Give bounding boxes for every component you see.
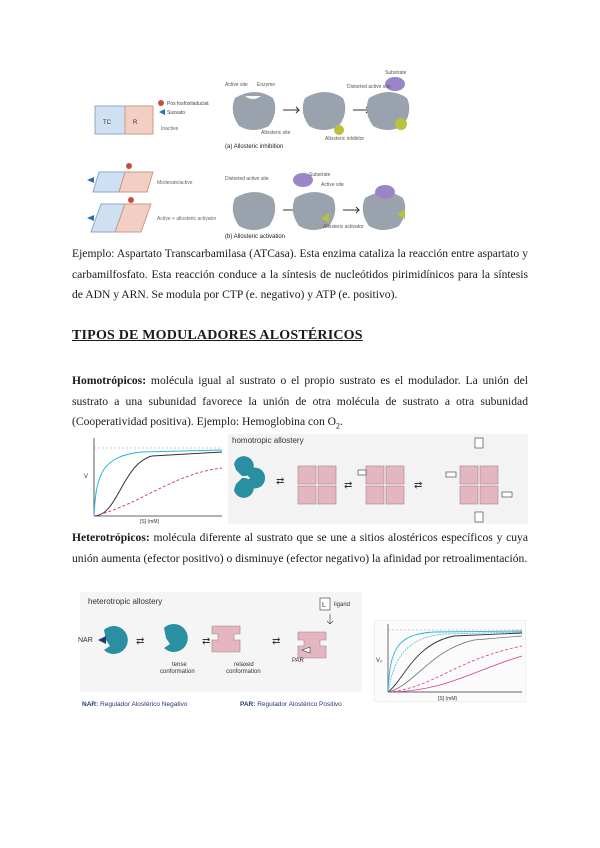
active-label: Active + allosteric activator: [157, 216, 217, 222]
svg-text:conformation: conformation: [160, 669, 195, 675]
homotropic-title: homotropic allostery: [232, 436, 304, 445]
plot4-y-label: V₀: [376, 658, 383, 664]
svg-text:TC: TC: [103, 120, 111, 126]
svg-text:tense: tense: [172, 662, 187, 668]
heterotropic-figure: [76, 592, 368, 710]
svg-text:Allosteric activator: Allosteric activator: [323, 224, 364, 230]
allosteric-inhibition-panel: [225, 70, 409, 150]
equilibrium-arrow-6: ⇄: [272, 636, 281, 647]
equilibrium-arrow-4: ⇄: [136, 636, 145, 647]
atcase-moderate-diagram: [87, 163, 193, 192]
homotropic-term: Homotrópicos:: [72, 374, 147, 387]
plot-x-label: [S] (mM): [140, 519, 160, 524]
heterotropic-paragraph: Heterotrópicos: molécula diferente al sustrato que se une a sitios alostéricos específicos y cuya unión aumenta (efector positivo) o disminuye (efector negativo) la afinidad por retroalimentación.: [72, 531, 528, 565]
equilibrium-arrow-1: ⇄: [276, 476, 285, 487]
atcase-active-diagram: [87, 197, 217, 232]
homotropic-paragraph: Homotrópicos: molécula igual al sustrato o el propio sustrato es el modulador. La unión del sustrato a una subunidad favorece la unión de otra molécula de sustrato a otra subunidad (Cooperatividad positiva). Ejemplo: Hemoglobina con $O_2$.: [72, 374, 528, 431]
heterotropic-title: heterotropic allostery: [88, 597, 163, 606]
svg-text:Allosteric site: Allosteric site: [261, 130, 291, 136]
svg-text:Substrate: Substrate: [385, 70, 407, 76]
atcase-inactive-diagram: [95, 106, 153, 134]
svg-text:relaxed: relaxed: [234, 662, 254, 668]
svg-text:Active site: Active site: [225, 82, 248, 88]
plot-y-label: V: [84, 474, 89, 480]
svg-text:Distorted active site: Distorted active site: [225, 176, 269, 182]
svg-text:Enzyme: Enzyme: [257, 82, 276, 88]
svg-text:PAR: PAR: [292, 658, 304, 664]
nar-legend: NAR: Regulador Alostérico Negativo: [82, 701, 188, 708]
par-legend: PAR: Regulador Alostérico Positivo: [240, 701, 342, 708]
atcase-legend: [158, 100, 209, 132]
heterotropic-kinetics-plot: [374, 620, 526, 702]
svg-text:R: R: [133, 120, 138, 126]
moderate-label: Moderate/active: [157, 180, 193, 186]
legend-item-1: Pos fosfoxiladuclat: [167, 101, 209, 107]
svg-text:NAR: NAR: [78, 637, 93, 644]
svg-text:conformation: conformation: [226, 669, 261, 675]
allosteric-enzyme-figure: [85, 68, 525, 240]
allosteric-activation-panel: [225, 172, 405, 240]
svg-text:Substrate: Substrate: [309, 172, 331, 178]
legend-item-2: Susvato: [167, 110, 186, 116]
svg-text:L: L: [322, 602, 326, 609]
heterotropic-term: Heterotrópicos:: [72, 531, 150, 544]
section-heading: TIPOS DE MODULADORES ALOSTÉRICOS: [72, 328, 363, 343]
homotropic-figure: [82, 434, 528, 524]
equilibrium-arrow-2: ⇄: [344, 480, 353, 491]
caption-allosteric-activation: (b) Allosteric activation: [225, 234, 286, 240]
inactive-label: Inactive: [161, 126, 179, 132]
equilibrium-arrow-5: ⇄: [202, 636, 211, 647]
svg-text:Allosteric inhibitor: Allosteric inhibitor: [325, 136, 365, 142]
svg-text:Distorted active site: Distorted active site: [347, 84, 391, 90]
caption-allosteric-inhibition: (a) Allosteric inhibition: [225, 144, 284, 150]
homotropic-kinetics-plot: [84, 438, 222, 524]
svg-text:ligand: ligand: [334, 602, 351, 608]
svg-text:Active site: Active site: [321, 182, 344, 188]
plot4-x-label: [S] (mM): [438, 696, 458, 702]
equilibrium-arrow-3: ⇄: [414, 480, 423, 491]
atcase-example-paragraph: Ejemplo: Aspartato Transcarbamilasa (ATCasa). Esta enzima cataliza la reacción entre aspartato y carbamilfosfato. Esta reacción conduce a la síntesis de nucleótidos pirimidínicos para la síntesis de ADN y ARN. Se modula por CTP (e. negativo) y ATP (e. positivo).: [72, 247, 528, 301]
